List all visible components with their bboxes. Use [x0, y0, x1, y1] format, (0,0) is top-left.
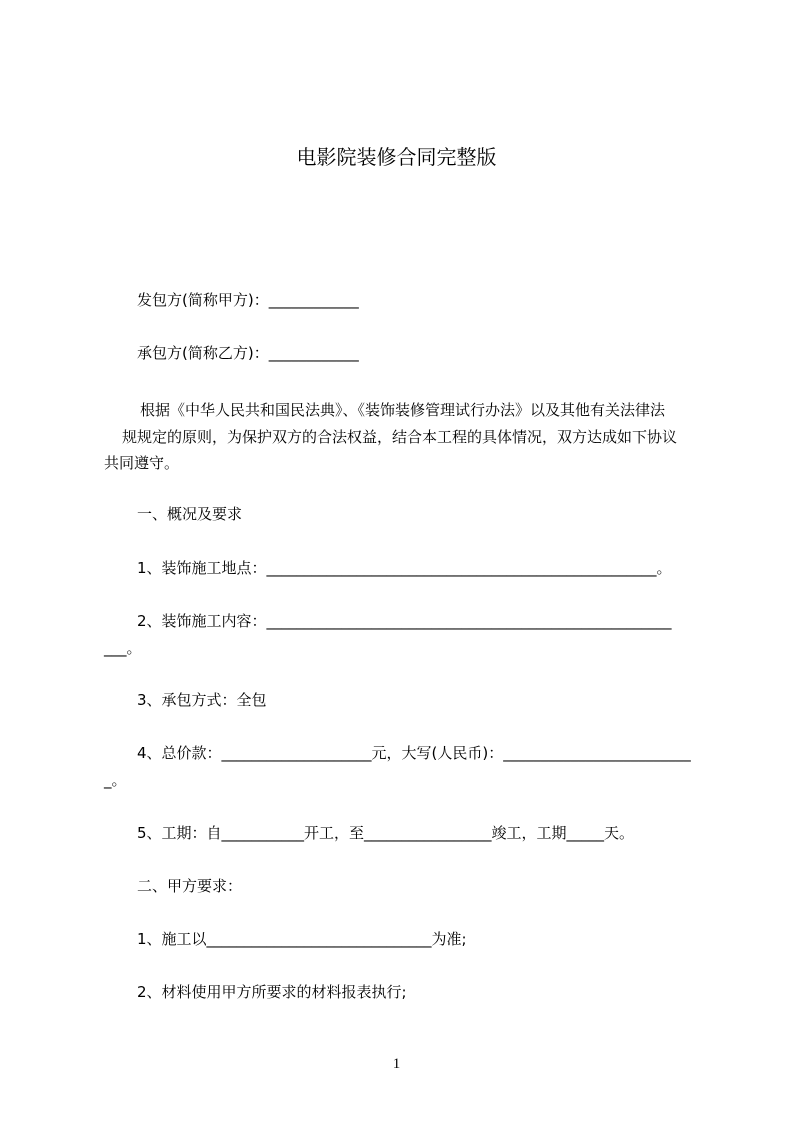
- document-title: 电影院装修合同完整版: [296, 145, 497, 169]
- preamble-line-2: 规规定的原则，为保护双方的合法权益，结合本工程的具体情况，双方达成如下协议: [122, 428, 678, 446]
- clause-duration: 5、工期：自___________开工，至_________________竣工，工期_____天。: [137, 824, 635, 842]
- clause-total-price-continued: _。: [104, 771, 127, 789]
- party-b-line: 承包方(简称乙方)：____________: [137, 344, 359, 362]
- preamble-line-1: 根据《中华人民共和国民法典》、《装饰装修管理试行办法》以及其他有关法律法: [140, 401, 666, 419]
- requirement-2: 2、材料使用甲方所要求的材料报表执行;: [137, 983, 407, 1001]
- clause-contract-mode: 3、承包方式：全包: [137, 691, 267, 709]
- section-heading-2: 二、甲方要求：: [137, 877, 243, 895]
- clause-content: 2、装饰施工内容：______________________________________________________: [137, 612, 672, 630]
- clause-location: 1、装饰施工地点：____________________________________________________。: [137, 559, 672, 577]
- requirement-1: 1、施工以______________________________为准;: [137, 930, 467, 948]
- clause-content-continued: ___。: [104, 639, 142, 657]
- preamble-line-3: 共同遵守。: [104, 454, 180, 472]
- party-a-line: 发包方(简称甲方)：____________: [137, 291, 359, 309]
- section-heading-1: 一、概况及要求: [137, 505, 243, 523]
- page-number: 1: [392, 1056, 401, 1072]
- clause-total-price: 4、总价款：____________________元，大写(人民币)：_________________________: [137, 744, 691, 762]
